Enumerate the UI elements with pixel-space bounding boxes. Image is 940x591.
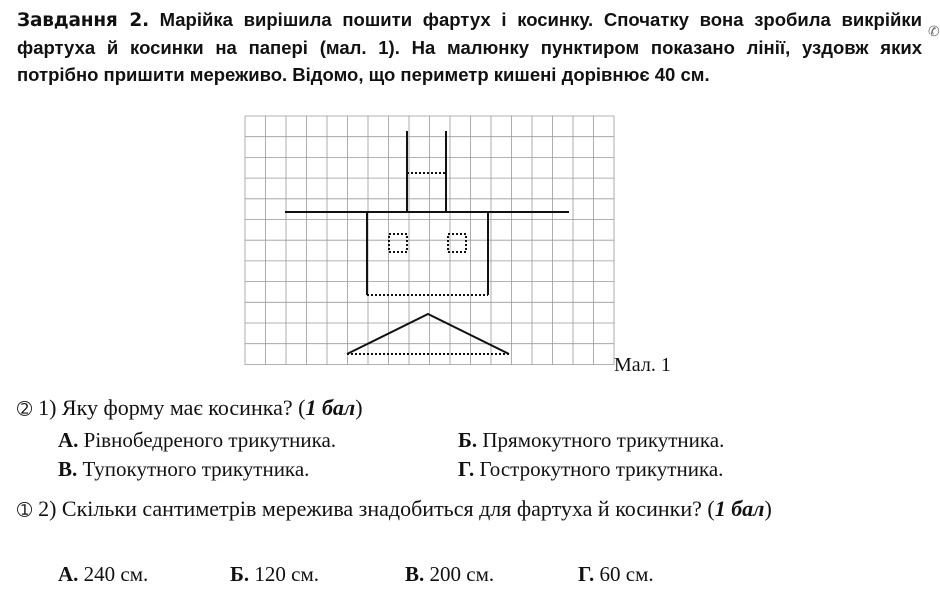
question-1-text: 1) Яку форму має косинка? (	[38, 395, 306, 420]
q1-option-v[interactable]: В. Тупокутного трикутника.	[58, 457, 310, 481]
phone-icon: ✆	[928, 24, 940, 40]
q2-option-g[interactable]: Г. 60 см.	[578, 562, 654, 586]
pocket-left	[389, 234, 407, 252]
graph-paper-grid	[245, 116, 614, 365]
points-marker-icon: ➀	[17, 500, 33, 521]
q2-option-a[interactable]: А. 240 см.	[58, 562, 149, 586]
question-2: ➀ 2) Скільки сантиметрів мережива знадобиться для фартуха й косинки? (1 бал)	[17, 496, 772, 521]
pocket-right	[448, 234, 466, 252]
q2-option-b[interactable]: Б. 120 см.	[230, 562, 320, 586]
question-2-points: 1 бал	[714, 496, 765, 521]
question-2-text: 2) Скільки сантиметрів мережива знадобиться для фартуха й косинки? (	[38, 496, 715, 521]
question-1-points: 1 бал	[305, 395, 356, 420]
lace-lines	[347, 173, 509, 354]
task-text: Марійка вирішила пошити фартух і косинку. Спочатку вона зробила викрійки фартуха й косинки на папері (мал. 1). На малюнку пунктиром показано лінії, уздовж яких потрібно пришити мереживо. Відомо, що периметр кишені дорівнює 40 см.	[17, 9, 922, 85]
scarf-outline	[347, 314, 509, 354]
apron-outline	[285, 131, 569, 295]
q1-option-a[interactable]: А. Рівнобедреного трикутника.	[58, 428, 337, 452]
question-1: ➁ 1) Яку форму має косинка? (1 бал)	[17, 395, 363, 420]
q2-option-v[interactable]: В. 200 см.	[405, 562, 495, 586]
task-label: Завдання 2.	[17, 10, 149, 31]
q1-option-b[interactable]: Б. Прямокутного трикутника.	[458, 428, 725, 452]
q1-option-g[interactable]: Г. Гострокутного трикутника.	[458, 457, 724, 481]
figure-caption: Мал. 1	[614, 354, 671, 376]
points-marker-icon: ➁	[17, 399, 33, 420]
